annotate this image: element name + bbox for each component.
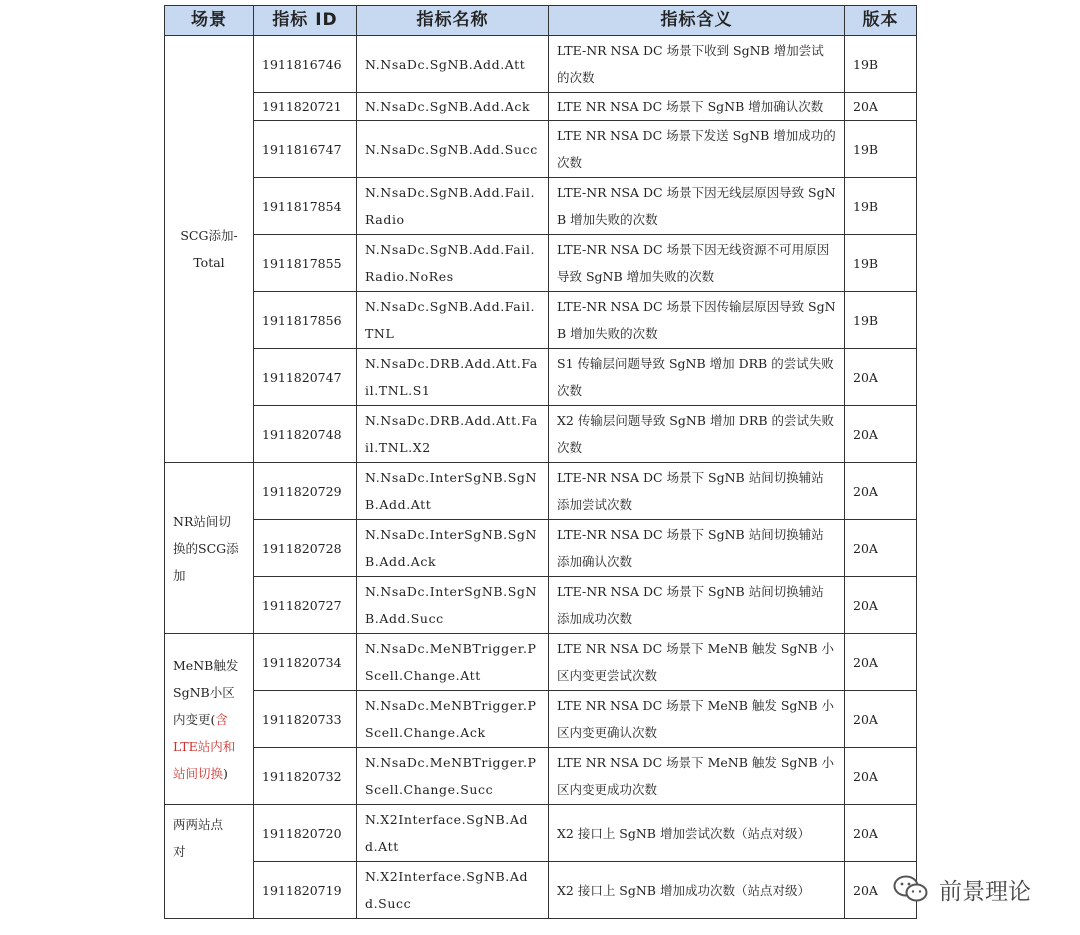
- kpi-meaning: LTE-NR NSA DC 场景下收到 SgNB 增加尝试的次数: [549, 36, 845, 93]
- kpi-id: 1911820733: [254, 691, 357, 748]
- kpi-meaning: S1 传输层问题导致 SgNB 增加 DRB 的尝试失败次数: [549, 349, 845, 406]
- kpi-name: N.NsaDc.SgNB.Add.Fail.Radio.NoRes: [357, 235, 549, 292]
- kpi-name: N.NsaDc.SgNB.Add.Fail.TNL: [357, 292, 549, 349]
- scene-menb-trigger: MeNB触发 SgNB小区 内变更(含 LTE站内和 站间切换): [165, 634, 254, 805]
- kpi-meaning: LTE-NR NSA DC 场景下因传输层原因导致 SgNB 增加失败的次数: [549, 292, 845, 349]
- kpi-meaning: X2 传输层问题导致 SgNB 增加 DRB 的尝试失败次数: [549, 406, 845, 463]
- kpi-name: N.NsaDc.SgNB.Add.Att: [357, 36, 549, 93]
- table-row: [165, 748, 917, 805]
- kpi-version: 20A: [845, 634, 917, 691]
- kpi-version: 19B: [845, 36, 917, 93]
- table-row: [165, 36, 917, 93]
- scene-nr-handover: NR站间切 换的SCG添 加: [165, 463, 254, 634]
- table-row: [165, 862, 917, 919]
- kpi-name: N.X2Interface.SgNB.Add.Succ: [357, 862, 549, 919]
- table-row: [165, 520, 917, 577]
- scene-note-red: 含: [215, 711, 228, 727]
- table-row: [165, 349, 917, 406]
- kpi-meaning: LTE-NR NSA DC 场景下因无线层原因导致 SgNB 增加失败的次数: [549, 178, 845, 235]
- kpi-name: N.NsaDc.SgNB.Add.Succ: [357, 121, 549, 178]
- kpi-id: 1911820747: [254, 349, 357, 406]
- watermark: [893, 870, 1031, 908]
- kpi-version: 20A: [845, 406, 917, 463]
- kpi-name: N.NsaDc.InterSgNB.SgNB.Add.Ack: [357, 520, 549, 577]
- kpi-version: 19B: [845, 235, 917, 292]
- kpi-meaning: LTE-NR NSA DC 场景下因无线资源不可用原因导致 SgNB 增加失败的次数: [549, 235, 845, 292]
- kpi-meaning: X2 接口上 SgNB 增加尝试次数（站点对级）: [549, 805, 845, 862]
- kpi-version: 20A: [845, 577, 917, 634]
- kpi-id: 1911817854: [254, 178, 357, 235]
- scene-scg-total: SCG添加- Total: [165, 36, 254, 463]
- table-row: [165, 634, 917, 691]
- table-row: [165, 577, 917, 634]
- kpi-version: 20A: [845, 805, 917, 862]
- kpi-version: 20A: [845, 862, 917, 919]
- kpi-meaning: X2 接口上 SgNB 增加成功次数（站点对级）: [549, 862, 845, 919]
- kpi-name: N.NsaDc.MeNBTrigger.PScell.Change.Succ: [357, 748, 549, 805]
- wechat-icon: [893, 874, 929, 904]
- kpi-id: 1911820748: [254, 406, 357, 463]
- kpi-meaning: LTE NR NSA DC 场景下 SgNB 增加确认次数: [549, 93, 845, 121]
- kpi-meaning: LTE-NR NSA DC 场景下 SgNB 站间切换辅站添加确认次数: [549, 520, 845, 577]
- table-row: [165, 406, 917, 463]
- kpi-id: 1911820727: [254, 577, 357, 634]
- header-id: 指标 ID: [254, 6, 357, 36]
- table-row: [165, 463, 917, 520]
- kpi-id: 1911820734: [254, 634, 357, 691]
- kpi-id: 1911816747: [254, 121, 357, 178]
- header-meaning: 指标含义: [549, 6, 845, 36]
- watermark-text: 前景理论: [939, 878, 1031, 905]
- kpi-meaning: LTE NR NSA DC 场景下 MeNB 触发 SgNB 小区内变更成功次数: [549, 748, 845, 805]
- kpi-id: 1911820732: [254, 748, 357, 805]
- kpi-version: 20A: [845, 520, 917, 577]
- header-name: 指标名称: [357, 6, 549, 36]
- kpi-version: 20A: [845, 463, 917, 520]
- kpi-name: N.NsaDc.SgNB.Add.Fail.Radio: [357, 178, 549, 235]
- table-row: [165, 178, 917, 235]
- kpi-id: 1911820728: [254, 520, 357, 577]
- kpi-version: 20A: [845, 93, 917, 121]
- header-version: 版本: [845, 6, 917, 36]
- kpi-meaning: LTE NR NSA DC 场景下 MeNB 触发 SgNB 小区内变更确认次数: [549, 691, 845, 748]
- table-row: [165, 235, 917, 292]
- kpi-meaning: LTE-NR NSA DC 场景下 SgNB 站间切换辅站添加成功次数: [549, 577, 845, 634]
- kpi-version: 19B: [845, 178, 917, 235]
- kpi-meaning: LTE NR NSA DC 场景下 MeNB 触发 SgNB 小区内变更尝试次数: [549, 634, 845, 691]
- kpi-name: N.NsaDc.InterSgNB.SgNB.Add.Succ: [357, 577, 549, 634]
- table-row: [165, 691, 917, 748]
- kpi-id: 1911817855: [254, 235, 357, 292]
- kpi-name: N.NsaDc.InterSgNB.SgNB.Add.Att: [357, 463, 549, 520]
- table-header-row: [165, 6, 917, 36]
- kpi-id: 1911817856: [254, 292, 357, 349]
- kpi-id: 1911820721: [254, 93, 357, 121]
- kpi-name: N.NsaDc.MeNBTrigger.PScell.Change.Ack: [357, 691, 549, 748]
- kpi-version: 20A: [845, 349, 917, 406]
- kpi-version: 20A: [845, 748, 917, 805]
- kpi-name: N.NsaDc.DRB.Add.Att.Fail.TNL.X2: [357, 406, 549, 463]
- kpi-meaning: LTE-NR NSA DC 场景下 SgNB 站间切换辅站添加尝试次数: [549, 463, 845, 520]
- kpi-version: 20A: [845, 691, 917, 748]
- table-row: [165, 292, 917, 349]
- kpi-id: 1911820719: [254, 862, 357, 919]
- kpi-name: N.NsaDc.SgNB.Add.Ack: [357, 93, 549, 121]
- kpi-id: 1911820720: [254, 805, 357, 862]
- kpi-name: N.NsaDc.MeNBTrigger.PScell.Change.Att: [357, 634, 549, 691]
- kpi-version: 19B: [845, 292, 917, 349]
- kpi-table: [164, 5, 917, 919]
- table-row: [165, 93, 917, 121]
- kpi-meaning: LTE NR NSA DC 场景下发送 SgNB 增加成功的次数: [549, 121, 845, 178]
- table-row: [165, 805, 917, 862]
- header-scene: 场景: [165, 6, 254, 36]
- table-row: [165, 121, 917, 178]
- kpi-id: 1911816746: [254, 36, 357, 93]
- kpi-id: 1911820729: [254, 463, 357, 520]
- kpi-version: 19B: [845, 121, 917, 178]
- kpi-name: N.NsaDc.DRB.Add.Att.Fail.TNL.S1: [357, 349, 549, 406]
- scene-site-pair: 两两站点 对: [165, 805, 254, 919]
- kpi-name: N.X2Interface.SgNB.Add.Att: [357, 805, 549, 862]
